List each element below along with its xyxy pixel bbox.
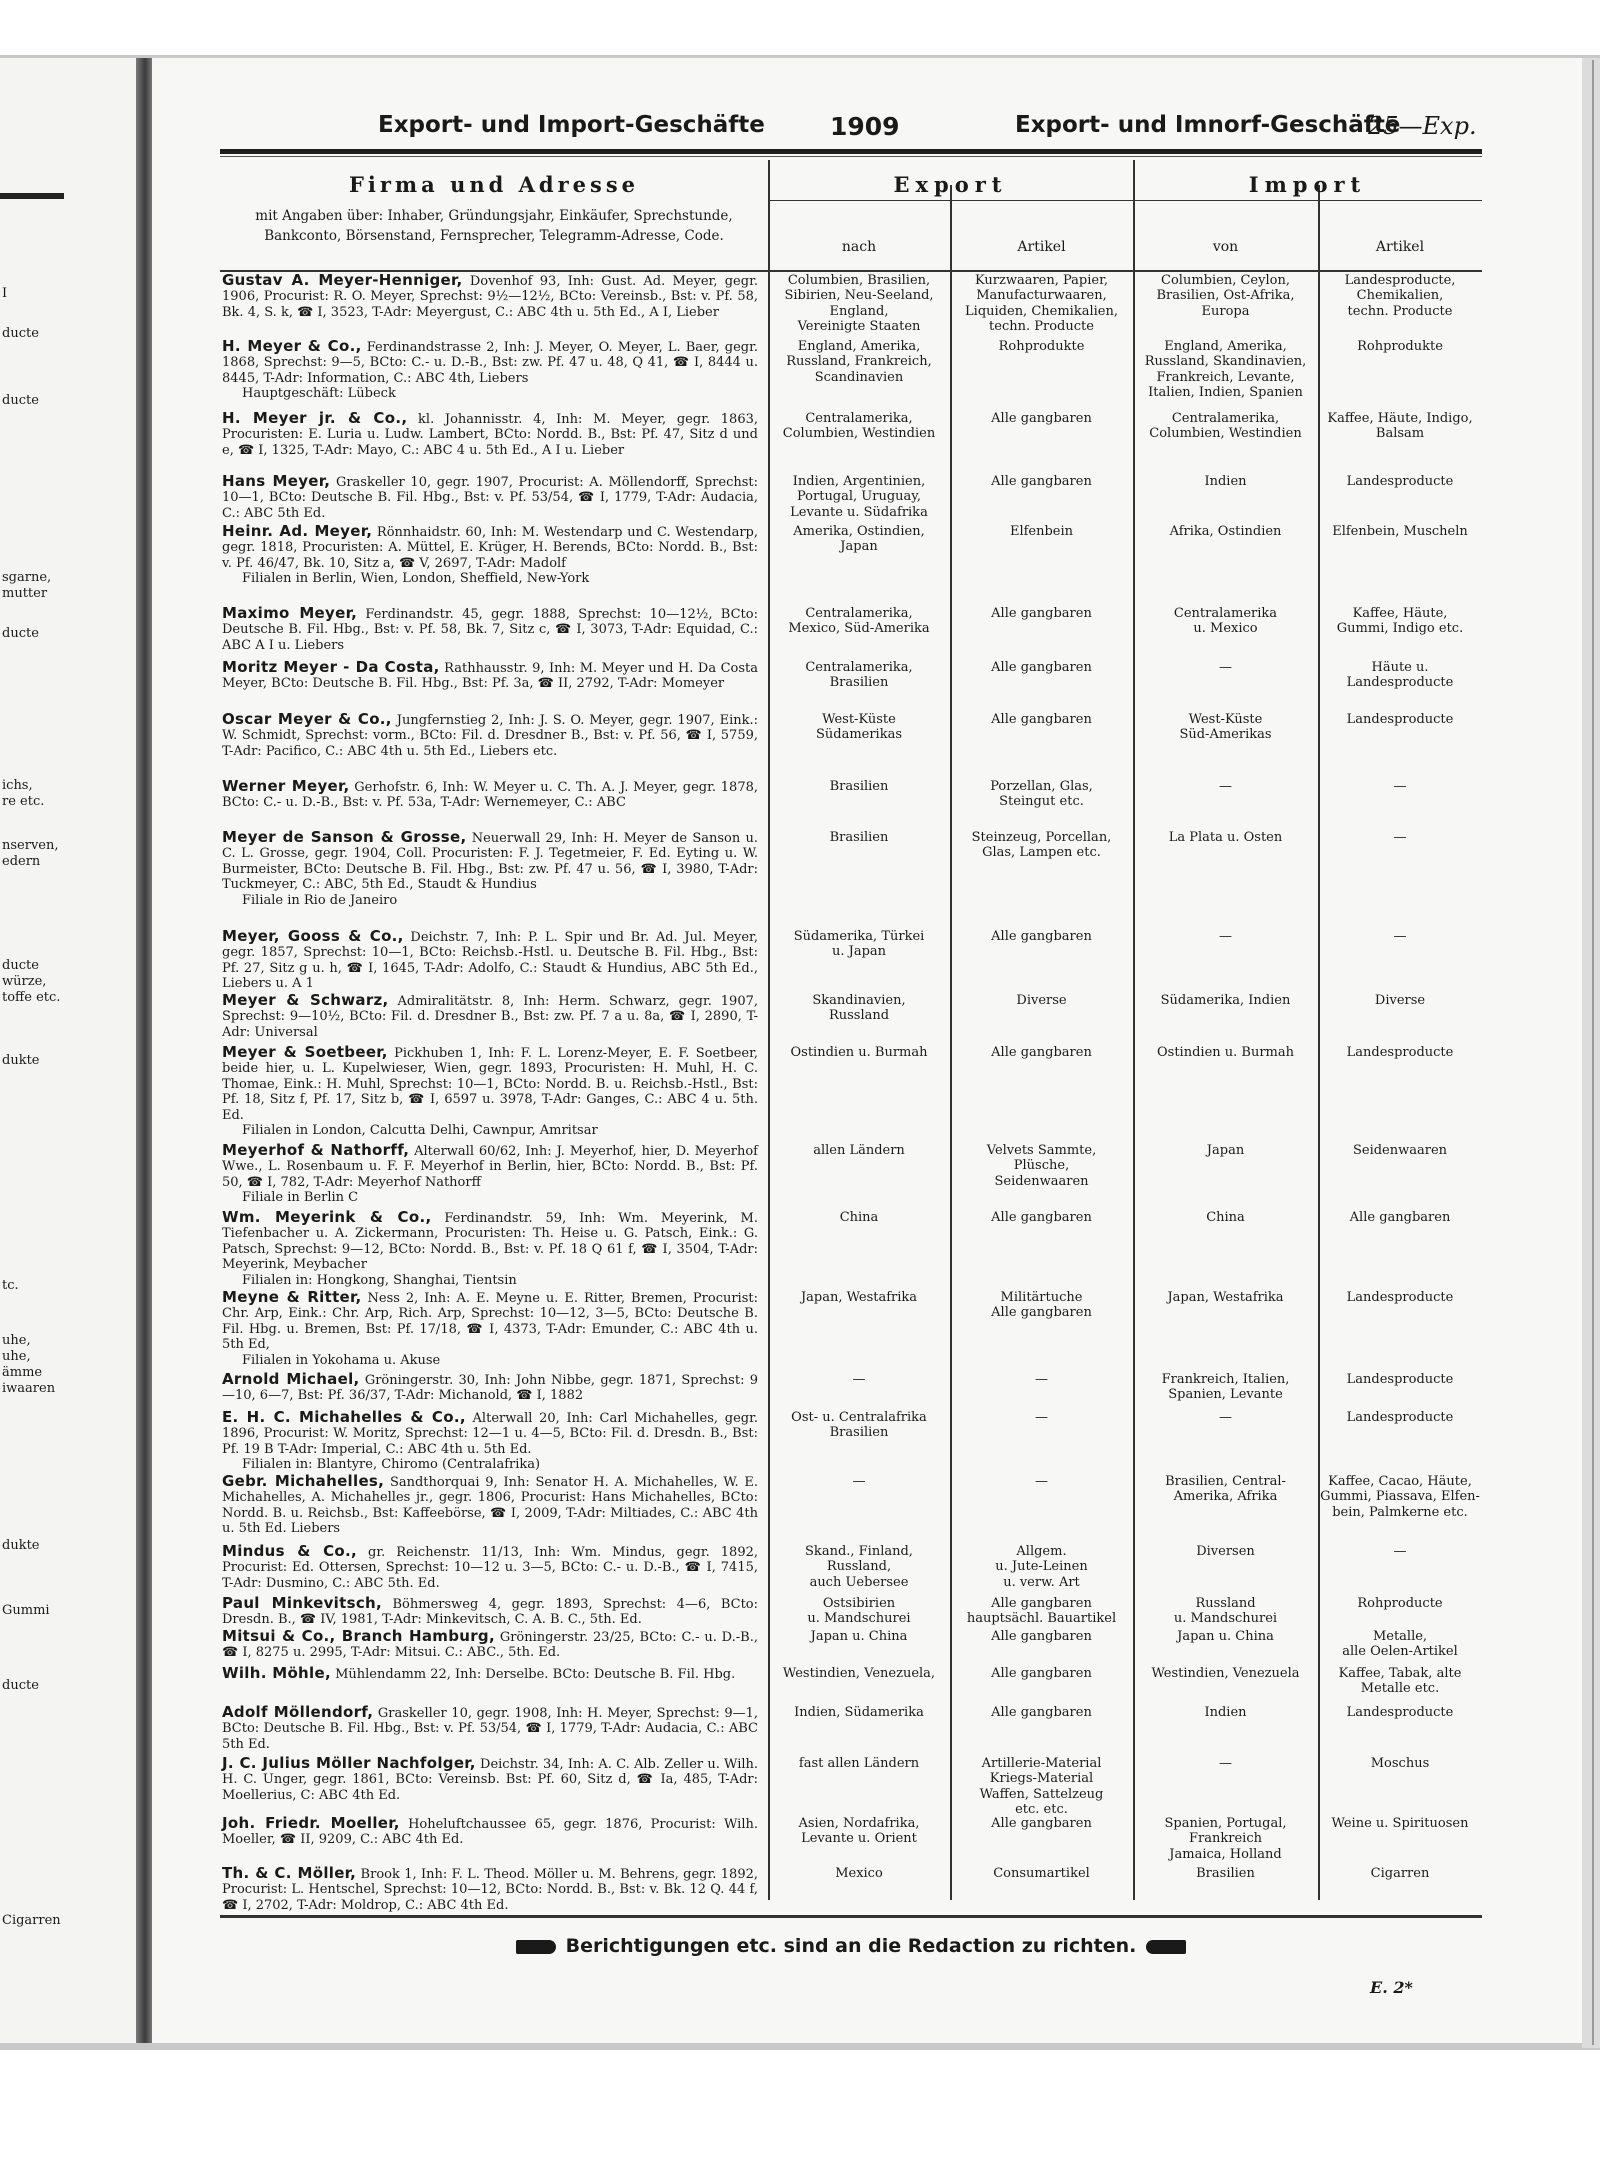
footer-signature: E. 2* [1370, 1978, 1413, 1997]
export-destination-cell: Westindien, Venezuela, [782, 1666, 936, 1681]
column-subtitle-line-2: Bankconto, Börsenstand, Fernsprecher, Telegramm-Adresse, Code. [264, 228, 724, 244]
firm-name: Meyer & Schwarz, [222, 991, 389, 1009]
export-articles-cell: Kurzwaaren, Papier, Manufacturwaaren, Liquiden, Chemikalien, techn. Producte [965, 273, 1118, 335]
export-articles-cell: Alle gangbaren [991, 1816, 1092, 1831]
firm-name: Maximo Meyer, [222, 604, 358, 622]
header-right-title: Export- und Imnorf-Geschäfte [1015, 112, 1401, 138]
import-origin-cell: Indien [1204, 1705, 1247, 1720]
export-articles-cell: Alle gangbaren [991, 606, 1092, 621]
firm-details: Admiralitätstr. 8, Inh: Herm. Schwarz, gegr. 1907, Sprechst: 9—10½, BCto: Fil. d. Dresdner B., Bst: zw. Pf. 7 a u. 8a, ☎ I, 2890, T-Adr: Universal [222, 994, 758, 1040]
export-destination-cell: England, Amerika, Russland, Frankreich, Scandinavien [786, 339, 932, 385]
export-articles-cell: Elfenbein [1009, 524, 1074, 539]
firm-details: Pickhuben 1, Inh: F. L. Lorenz-Meyer, E. F. Soetbeer, beide hier, u. L. Kupelwieser, Wien, gegr. 1893, Procuristen: H. Muhl, H. C. Thomae, Eink.: H. Muhl, Sprechst: 10—1, BCto: Nordd. B. u. Reichsb.-Hstl., Bst: Pf. 18, Sitz f, Pf. 17, Sitz b, ☎ I, 6597 u. 3978, T-Adr: Ganges, C.: ABC 4 u. 5th. Ed. [222, 1046, 758, 1123]
previous-page-fragment: toffe etc. [2, 990, 61, 1005]
previous-page-fragment: dukte [2, 1053, 40, 1068]
export-destination-cell: Indien, Südamerika [794, 1705, 924, 1720]
import-articles-cell: Landesproducte, Chemikalien, techn. Producte [1344, 273, 1456, 319]
page-edge [1582, 58, 1600, 2048]
firm-name: Arnold Michael, [222, 1370, 360, 1388]
pointing-hand-icon [516, 1940, 556, 1954]
firm-name: Gustav A. Meyer-Henniger, [222, 271, 463, 289]
header-rule [220, 149, 1482, 154]
import-origin-cell: Centralamerika, Columbien, Westindien [1149, 411, 1302, 442]
previous-page-edge [0, 58, 152, 2043]
export-articles-cell: Alle gangbaren [991, 1045, 1092, 1060]
export-articles-cell: Alle gangbaren [991, 1666, 1092, 1681]
export-articles-cell: Militärtuche Alle gangbaren [991, 1290, 1092, 1321]
header-year: 1909 [830, 112, 900, 141]
firm-details: Böhmersweg 4, gegr. 1893, Sprechst: 4—6, BCto: Dresdn. B., ☎ IV, 1981, T-Adr: Minkevitsch, C. A. B. C., 5th. Ed. [222, 1597, 759, 1628]
import-origin-cell: — [1219, 1756, 1232, 1771]
pointing-hand-icon [1146, 1940, 1186, 1954]
firm-details: Sandthorquai 9, Inh: Senator H. A. Michahelles, W. E. Michahelles, A. Michahelles jr., gegr. 1806, Procurist: Hans Michahelles, BCto: Nordd. B. u. Reichsb., Bst: Kaffeebörse, ☎ I, 2009, T-Adr: Miltiades, C.: ABC 4th u. 5th Ed. Liebers [222, 1475, 758, 1537]
firm-address-cell [222, 273, 758, 320]
firm-name: Meyer & Soetbeer, [222, 1043, 388, 1061]
firm-address-cell [222, 1816, 758, 1848]
export-destination-cell: Skandinavien, Russland [812, 993, 906, 1024]
export-destination-cell: Japan u. China [810, 1629, 908, 1644]
firm-branches: Filialen in: Hongkong, Shanghai, Tientsin [242, 1272, 517, 1288]
import-articles-cell: Landesproducte [1346, 1372, 1454, 1387]
import-articles-cell: Diverse [1374, 993, 1426, 1008]
import-articles-cell: Moschus [1370, 1756, 1430, 1771]
footer-note-text: Berichtigungen etc. sind an die Redaction zu richten. [565, 1935, 1137, 1957]
previous-page-fragment: sgarne, [2, 570, 52, 585]
previous-page-fragment: tc. [2, 1278, 19, 1293]
firm-details: Deichstr. 7, Inh: P. L. Spir und Br. Ad. Jul. Meyer, gegr. 1857, Sprechst: 10—1, BCto: Reichsb.-Hstl. u. Deutsche B. Fil. Hbg., Bst: Pf. 27, Sitz g u. h, ☎ I, 1645, T-Adr: Adolfo, C.: Staudt & Hundius, ABC 5th Ed., Liebers u. A 1 [222, 930, 758, 992]
column-title-firma: Firma und Adresse [348, 172, 640, 197]
firm-name: Mindus & Co., [222, 1542, 357, 1560]
import-origin-cell: England, Amerika, Russland, Skandinavien, Frankreich, Levante, Italien, Indien, Spanien [1144, 339, 1307, 401]
import-articles-cell: — [1393, 830, 1407, 845]
export-destination-cell: — [852, 1474, 866, 1489]
firm-name: Werner Meyer, [222, 777, 350, 795]
export-articles-cell: Consumartikel [993, 1866, 1090, 1881]
page-edge-line [1592, 60, 1594, 2045]
header-left-title: Export- und Import-Geschäfte [378, 112, 765, 138]
previous-page-words [0, 58, 150, 2043]
import-articles-cell: Kaffee, Tabak, alte Metalle etc. [1338, 1666, 1462, 1697]
import-origin-cell: Japan u. China [1177, 1629, 1274, 1644]
previous-page-fragment: ichs, [2, 778, 33, 793]
firm-address-cell [222, 830, 758, 908]
firm-address-cell [222, 606, 758, 653]
export-articles-cell: — [1035, 1410, 1048, 1425]
import-origin-cell: Russland u. Mandschurei [1173, 1596, 1278, 1627]
import-origin-cell: — [1219, 929, 1232, 944]
export-destination-cell: allen Ländern [813, 1143, 905, 1158]
firm-details: Brook 1, Inh: F. L. Theod. Möller u. M. Behrens, gegr. 1892, Procurist: L. Hentschel, Sprechst: 10—12, BCto: Nordd. B., Bst: v. Bk. 12 Q. 44 f, ☎ I, 2702, T-Adr: Moldrop, C.: ABC 4th Ed. [222, 1867, 758, 1913]
export-articles-cell: Steinzeug, Porcellan, Glas, Lampen etc. [971, 830, 1112, 861]
firm-details: Jungfernstieg 2, Inh: J. S. O. Meyer, gegr. 1907, Eink.: W. Schmidt, Sprechst: vorm., BCto: Fil. d. Dresdner B., Bst: v. Pf. 56, ☎ I, 5759, T-Adr: Pacifico, C.: ABC 4th u. 5th Ed., Liebers etc. [222, 713, 758, 759]
export-articles-cell: Porzellan, Glas, Steingut etc. [990, 779, 1093, 810]
export-destination-cell: Ostsibirien u. Mandschurei [807, 1596, 911, 1627]
export-destination-cell: Ost- u. Centralafrika Brasilien [791, 1410, 927, 1441]
firm-address-cell [222, 339, 758, 402]
firm-name: H. Meyer & Co., [222, 337, 362, 355]
firm-branches: Filiale in Berlin C [242, 1190, 359, 1206]
firm-branches: Hauptgeschäft: Lübeck [242, 386, 396, 402]
column-title-von: von [1212, 239, 1239, 255]
firm-address-cell [222, 929, 758, 992]
previous-page-fragment: Cigarren [2, 1913, 61, 1928]
firm-details: Alterwall 60/62, Inh: J. Meyerhof, hier, D. Meyerhof Wwe., L. Rosenbaum u. F. F. Meyerhof in Berlin, hier, BCto: Nordd. B., Bst: Pf. 50, ☎ I, 782, T-Adr: Meyerhof Nathorff [222, 1144, 758, 1190]
import-origin-cell: Südamerika, Indien [1160, 993, 1291, 1008]
import-origin-cell: Brasilien, Central- Amerika, Afrika [1165, 1474, 1286, 1505]
firm-address-cell [222, 1866, 758, 1913]
export-articles-cell: Rohprodukte [998, 339, 1085, 354]
column-title-artikel-import: Artikel [1375, 239, 1425, 255]
export-destination-cell: Ostindien u. Burmah [790, 1045, 928, 1060]
import-origin-cell: Diversen [1196, 1544, 1255, 1559]
footer-note [220, 1935, 1482, 1957]
column-subtitle-line-1: mit Angaben über: Inhaber, Gründungsjahr, Einkäufer, Sprechstunde, [255, 208, 733, 224]
export-articles-cell: Alle gangbaren [991, 712, 1092, 727]
export-destination-cell: Columbien, Brasilien, Sibirien, Neu-Seeland, England, Vereinigte Staaten [784, 273, 934, 335]
firm-address-cell [222, 1210, 758, 1288]
export-destination-cell: Centralamerika, Columbien, Westindien [782, 411, 936, 442]
firm-address-cell [222, 1756, 758, 1803]
previous-page-fragment: würze, [2, 974, 47, 989]
import-articles-cell: Landesproducte [1346, 474, 1454, 489]
previous-page-fragment: ducte [2, 326, 39, 341]
import-articles-cell: Kaffee, Cacao, Häute, Gummi, Piassava, Elfen- bein, Palmkerne etc. [1320, 1474, 1480, 1520]
export-destination-cell: Japan, Westafrika [800, 1290, 918, 1305]
import-articles-cell: Rohproducte [1357, 1596, 1443, 1611]
firm-name: Heinr. Ad. Meyer, [222, 522, 373, 540]
import-origin-cell: Afrika, Ostindien [1169, 524, 1282, 539]
firm-name: Moritz Meyer - Da Costa, [222, 658, 440, 676]
firm-name: Wm. Meyerink & Co., [222, 1208, 432, 1226]
export-destination-cell: Centralamerika, Mexico, Süd-Amerika [788, 606, 930, 637]
column-title-import: Import [1248, 172, 1367, 197]
export-articles-cell: Diverse [1016, 993, 1067, 1008]
column-subtitle-firma [220, 206, 768, 246]
firm-details: Deichstr. 34, Inh: A. C. Alb. Zeller u. Wilh. H. C. Unger, gegr. 1861, BCto: Vereinsb. Bst: Pf. 60, Sitz d, ☎ Ia, 485, T-Adr: Moellerius, C: ABC 4th Ed. [222, 1757, 759, 1803]
firm-details: Ferdinandstr. 45, gegr. 1888, Sprechst: 10—12½, BCto: Deutsche B. Fil. Hbg., Bst: v. Pf. 58, Bk. 7, Sitz c, ☎ I, 3073, T-Adr: Equidad, C.: ABC A I u. Liebers [222, 607, 758, 653]
previous-page-fragment: dukte [2, 1538, 40, 1553]
import-origin-cell: Westindien, Venezuela [1151, 1666, 1300, 1681]
firm-address-cell [222, 524, 758, 587]
firm-details: Gröningerstr. 30, Inh: John Nibbe, gegr. 1871, Sprechst: 9—10, 6—7, Bst: Pf. 36/37, T-Adr: Michanold, ☎ I, 1882 [222, 1373, 758, 1404]
firm-address-cell [222, 411, 758, 458]
subheader-rule [768, 200, 1482, 201]
previous-page-fragment: nserven, [2, 838, 59, 853]
previous-page-fragment: ducte [2, 626, 39, 641]
export-articles-cell: — [1035, 1474, 1048, 1489]
import-origin-cell: Spanien, Portugal, Frankreich Jamaica, Holland [1164, 1816, 1287, 1862]
firm-address-cell [222, 1045, 758, 1138]
firm-name: Adolf Möllendorf, [222, 1703, 374, 1721]
import-articles-cell: Weine u. Spirituosen [1331, 1816, 1469, 1831]
import-articles-cell: Landesproducte [1346, 712, 1454, 727]
import-articles-cell: Elfenbein, Muscheln [1332, 524, 1468, 539]
export-articles-cell: Alle gangbaren hauptsächl. Bauartikel [966, 1596, 1117, 1627]
firm-address-cell [222, 1372, 758, 1404]
import-origin-cell: Brasilien [1196, 1866, 1255, 1881]
import-articles-cell: — [1393, 929, 1407, 944]
export-articles-cell: Alle gangbaren [991, 1705, 1092, 1720]
import-articles-cell: Kaffee, Häute, Indigo, Balsam [1327, 411, 1473, 442]
firm-address-cell [222, 1705, 758, 1752]
export-articles-cell: Allgem. u. Jute-Leinen u. verw. Art [995, 1544, 1088, 1590]
import-articles-cell: Landesproducte [1346, 1290, 1454, 1305]
export-articles-cell: Alle gangbaren [991, 474, 1092, 489]
previous-page-fragment: ämme [2, 1365, 43, 1380]
export-destination-cell: Brasilien [829, 830, 889, 845]
table-bottom-rule [220, 1915, 1482, 1918]
firm-address-cell [222, 474, 758, 521]
previous-page-fragment: iwaaren [2, 1381, 56, 1396]
previous-page-fragment: Gummi [2, 1603, 50, 1618]
previous-page-fragment: ducte [2, 393, 39, 408]
firm-name: Gebr. Michahelles, [222, 1472, 385, 1490]
firm-address-cell [222, 712, 758, 759]
firm-details: Ferdinandstr. 59, Inh: Wm. Meyerink, M. Tiefenbacher u. A. Zickermann, Procuristen: Th. Heise u. G. Patsch, Eink.: G. Patsch, Sprechst: 9—12, BCto: Nordd. B., Bst: v. Pf. 18 Q 61 f, ☎ I, 3504, T-Adr: Meyerink, Meybacher [222, 1211, 758, 1273]
previous-page-fragment: uhe, [2, 1349, 31, 1364]
import-origin-cell: Columbien, Ceylon, Brasilien, Ost-Afrika, Europa [1156, 273, 1295, 319]
previous-page-fragment: mutter [2, 586, 48, 601]
firm-details: Rönnhaidstr. 60, Inh: M. Westendarp und C. Westendarp, gegr. 1818, Procuristen: A. Müttel, E. Krüger, H. Berends, BCto: Nordd. B., Bst: v. Pf. 46/47, Bk. 10, Sitz a, ☎ V, 2697, T-Adr: Madolf [222, 525, 758, 571]
firm-address-cell [222, 1474, 758, 1537]
export-articles-cell: Alle gangbaren [991, 411, 1092, 426]
export-destination-cell: Centralamerika, Brasilien [805, 660, 913, 691]
import-origin-cell: La Plata u. Osten [1168, 830, 1283, 845]
export-destination-cell: Amerika, Ostindien, Japan [793, 524, 925, 555]
import-articles-cell: Landesproducte [1346, 1045, 1454, 1060]
firm-details: Neuerwall 29, Inh: H. Meyer de Sanson u. C. L. Grosse, gegr. 1904, Coll. Procuristen: F. J. Tegetmeier, F. Ed. Eyting u. W. Burmeister, BCto: Deutsche B. Fil. Hbg., Bst: zw. Pf. 47 u. 56, ☎ I, 3980, T-Adr: Tuckmeyer, C.: ABC, 5th Ed., Staudt & Hundius [222, 831, 758, 893]
import-articles-cell: — [1393, 779, 1407, 794]
previous-page-fragment: I [2, 286, 8, 301]
previous-page-fragment: re etc. [2, 794, 45, 809]
export-destination-cell: Brasilien [829, 779, 889, 794]
firm-name: Hans Meyer, [222, 472, 331, 490]
firm-name: Mitsui & Co., Branch Hamburg, [222, 1627, 495, 1645]
import-origin-cell: Indien [1204, 474, 1247, 489]
previous-page-fragment: ducte [2, 958, 39, 973]
firm-address-cell [222, 1410, 758, 1473]
firm-address-cell [222, 1596, 758, 1628]
firm-name: Paul Minkevitsch, [222, 1594, 382, 1612]
import-articles-cell: Kaffee, Häute, Gummi, Indigo etc. [1336, 606, 1464, 637]
export-articles-cell: Alle gangbaren [991, 1210, 1092, 1225]
import-origin-cell: Centralamerika u. Mexico [1173, 606, 1278, 637]
firm-name: Meyer de Sanson & Grosse, [222, 828, 467, 846]
export-destination-cell: fast allen Ländern [798, 1756, 920, 1771]
firm-details: Mühlendamm 22, Inh: Derselbe. BCto: Deutsche B. Fil. Hbg. [335, 1667, 736, 1682]
firm-address-cell [222, 779, 758, 811]
firm-details: Ness 2, Inh: A. E. Meyne u. E. Ritter, Bremen, Procurist: Chr. Arp, Eink.: Chr. Arp, Rich. Arp, Sprechst: 10—12, 3—5, BCto: Deutsche B. Fil. Hbg. u. Bremen, Bst: Pf. 17/18, ☎ I, 4373, T-Adr: Emunder, C.: ABC 4th u. 5th Ed, [222, 1291, 758, 1353]
import-origin-cell: West-Küste Süd-Amerikas [1179, 712, 1272, 743]
firm-address-cell [222, 1666, 758, 1682]
import-origin-cell: — [1219, 660, 1232, 675]
export-destination-cell: West-Küste Südamerikas [815, 712, 903, 743]
import-articles-cell: Seidenwaaren [1352, 1143, 1448, 1158]
export-destination-cell: Asien, Nordafrika, Levante u. Orient [798, 1816, 920, 1847]
export-articles-cell: Artillerie-Material Kriegs-Material Waffen, Sattelzeug etc. etc. [979, 1756, 1104, 1818]
export-articles-cell: Velvets Sammte, Plüsche, Seidenwaaren [986, 1143, 1097, 1189]
column-title-export: Export [893, 172, 1008, 197]
export-destination-cell: — [852, 1372, 866, 1387]
firm-name: Joh. Friedr. Moeller, [222, 1814, 400, 1832]
previous-page-fragment: ducte [2, 1678, 39, 1693]
firm-details: Rathhausstr. 9, Inh: M. Meyer und H. Da Costa Meyer, BCto: Deutsche B. Fil. Hbg., Bst: Pf. 3a, ☎ II, 2792, T-Adr: Momeyer [222, 661, 758, 692]
import-origin-cell: Ostindien u. Burmah [1157, 1045, 1294, 1060]
firm-name: Th. & C. Möller, [222, 1864, 357, 1882]
firm-name: Wilh. Möhle, [222, 1664, 331, 1682]
export-articles-cell: Alle gangbaren [991, 660, 1092, 675]
firm-details: Gröningerstr. 23/25, BCto: C.- u. D.-B., ☎ I, 8275 u. 2995, T-Adr: Mitsui. C.: ABC., 5th. Ed. [222, 1630, 758, 1661]
import-origin-cell: — [1219, 1410, 1232, 1425]
firm-branches: Filiale in Rio de Janeiro [242, 892, 398, 908]
import-origin-cell: — [1219, 779, 1232, 794]
previous-page-fragment: edern [2, 854, 41, 869]
import-origin-cell: China [1206, 1210, 1245, 1225]
column-title-artikel-export: Artikel [1017, 239, 1066, 255]
firm-details: gr. Reichenstr. 11/13, Inh: Wm. Mindus, gegr. 1892, Procurist: Ed. Ottersen, Sprechst: 10—12 u. 3—5, BCto: C.- u. D.-B., ☎ I, 7415, T-Adr: Dusmino, C.: ABC 5th. Ed. [222, 1545, 759, 1591]
header-page-number: 25—Exp. [1368, 112, 1477, 140]
firm-details: Graskeller 10, gegr. 1907, Procurist: A. Möllendorff, Sprechst: 10—1, BCto: Deutsche B. Fil. Hbg., Bst: v. Pf. 53/54, ☎ I, 1779, T-Adr: Audacia, C.: ABC 5th Ed. [222, 475, 758, 521]
import-origin-cell: Frankreich, Italien, Spanien, Levante [1161, 1372, 1290, 1403]
export-destination-cell: Skand., Finland, Russland, auch Uebersee [805, 1544, 913, 1590]
firm-details: Hoheluftchaussee 65, gegr. 1876, Procurist: Wilh. Moeller, ☎ II, 9209, C.: ABC 4th Ed. [222, 1817, 758, 1848]
firm-name: E. H. C. Michahelles & Co., [222, 1408, 466, 1426]
column-title-nach: nach [841, 239, 877, 255]
export-destination-cell: Mexico [835, 1866, 883, 1881]
firm-branches: Filialen in Berlin, Wien, London, Sheffield, New-York [242, 571, 590, 587]
firm-address-cell [222, 1629, 758, 1661]
firm-name: J. C. Julius Möller Nachfolger, [222, 1754, 476, 1772]
import-articles-cell: Cigarren [1370, 1866, 1430, 1881]
firm-details: Alterwall 20, Inh: Carl Michahelles, gegr. 1896, Procurist: W. Moritz, Sprechst: 12—1 u. 4—5, BCto: Fil. d. Dresdn. B., Bst: Pf. 19 B T-Adr: Imperial, C.: ABC 4th u. 5th Ed. [222, 1411, 759, 1457]
firm-details: kl. Johannisstr. 4, Inh: M. Meyer, gegr. 1863, Procuristen: E. Luria u. Ludw. Lambert, BCto: Nordd. B., Bst: Pf. 47, Sitz d und e, ☎ I, 1325, T-Adr: Mayo, C.: ABC 4 u. 5th Ed., A I u. Lieber [222, 412, 758, 458]
header-rule-thin [220, 156, 1482, 157]
export-destination-cell: China [839, 1210, 879, 1225]
import-articles-cell: Landesproducte [1346, 1705, 1454, 1720]
import-origin-cell: Japan [1206, 1143, 1245, 1158]
export-articles-cell: Alle gangbaren [991, 1629, 1092, 1644]
export-articles-cell: — [1035, 1372, 1048, 1387]
firm-details: Graskeller 10, gegr. 1908, Inh: H. Meyer, Sprechst: 9—1, BCto: Deutsche B. Fil. Hbg., Bst: v. Pf. 53/54, ☎ I, 1779, T-Adr: Audacia, C.: ABC 5th Ed. [222, 1706, 758, 1752]
firm-branches: Filialen in: Blantyre, Chiromo (Centralafrika) [242, 1457, 541, 1473]
firm-address-cell [222, 660, 758, 692]
firm-details: Ferdinandstrasse 2, Inh: J. Meyer, O. Meyer, L. Baer, gegr. 1868, Sprechst: 9—5, BCto: C.- u. D.-B., Bst: zw. Pf. 47 u. 48, Q 41, ☎ I, 8444 u. 8445, T-Adr: Information, C.: ABC 4th, Liebers [222, 340, 758, 386]
firm-address-cell [222, 993, 758, 1040]
firm-name: Meyerhof & Nathorff, [222, 1141, 410, 1159]
firm-name: Oscar Meyer & Co., [222, 710, 392, 728]
export-destination-cell: Südamerika, Türkei u. Japan [793, 929, 925, 960]
firm-address-cell [222, 1544, 758, 1591]
firm-address-cell [222, 1290, 758, 1368]
import-articles-cell: Häute u. Landesproducte [1346, 660, 1454, 691]
previous-page-fragment: uhe, [2, 1333, 31, 1348]
firm-details: Gerhofstr. 6, Inh: W. Meyer u. C. Th. A. J. Meyer, gegr. 1878, BCto: C.- u. D.-B., Bst: v. Pf. 53a, T-Adr: Wernemeyer, C.: ABC [222, 780, 758, 811]
firm-branches: Filialen in Yokohama u. Akuse [242, 1352, 441, 1368]
import-articles-cell: Landesproducte [1346, 1410, 1454, 1425]
export-articles-cell: Alle gangbaren [991, 929, 1092, 944]
firm-name: Meyne & Ritter, [222, 1288, 362, 1306]
running-header [220, 112, 1480, 148]
firm-address-cell [222, 1143, 758, 1206]
import-articles-cell: Rohprodukte [1357, 339, 1443, 354]
import-origin-cell: Japan, Westafrika [1167, 1290, 1284, 1305]
firm-name: H. Meyer jr. & Co., [222, 409, 408, 427]
firm-details: Dovenhof 93, Inh: Gust. Ad. Meyer, gegr. 1906, Procurist: R. O. Meyer, Sprechst: 9½—12½, BCto: Vereinsb., Bst: v. Pf. 58, Bk. 4, S. k, ☎ I, 3523, T-Adr: Meyergust, C.: ABC 4th u. 5th Ed., A I, Lieber [222, 274, 758, 320]
firm-branches: Filialen in London, Calcutta Delhi, Cawnpur, Amritsar [242, 1123, 598, 1139]
firm-name: Meyer, Gooss & Co., [222, 927, 404, 945]
import-articles-cell: Metalle, alle Oelen-Artikel [1342, 1629, 1458, 1660]
import-articles-cell: — [1393, 1544, 1407, 1559]
import-articles-cell: Alle gangbaren [1349, 1210, 1451, 1225]
export-destination-cell: Indien, Argentinien, Portugal, Uruguay, Levante u. Südafrika [790, 474, 928, 520]
